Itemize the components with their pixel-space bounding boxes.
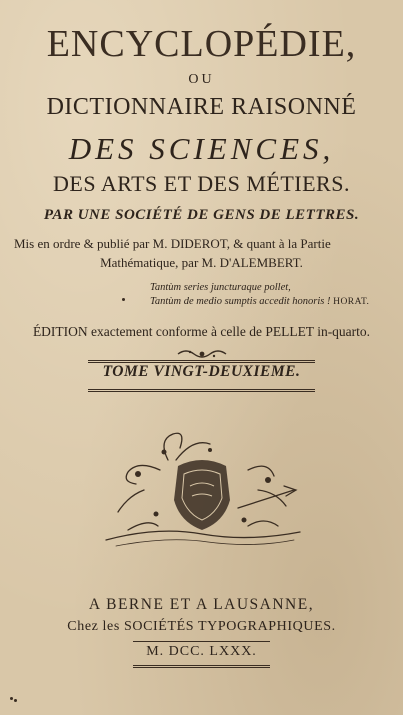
ink-dot — [14, 699, 17, 702]
motto-author: HORAT. — [333, 297, 370, 307]
authors-line: PAR UNE SOCIÉTÉ DE GENS DE LETTRES. — [43, 207, 360, 223]
subtitle-line-1: DICTIONNAIRE RAISONNÉ — [46, 94, 357, 120]
volume-label: TOME VINGT-DEUXIEME. — [102, 363, 301, 380]
title-conjunction: OU — [188, 72, 215, 87]
motto-text: Tantùm de medio sumptis accedit honoris ! — [150, 296, 331, 307]
subtitle-line-3: DES ARTS ET DES MÉTIERS. — [53, 171, 350, 196]
imprint-publisher: Chez les SOCIÉTÉS TYPOGRAPHIQUES. — [67, 619, 336, 634]
imprint-place: A BERNE ET A LAUSANNE, — [88, 596, 315, 613]
motto-line-2 — [150, 296, 400, 307]
publication-date: M. DCC. LXXX. — [146, 644, 257, 659]
ornament-icon — [176, 347, 228, 361]
ink-dot — [122, 298, 125, 301]
date-rule-top — [133, 641, 270, 642]
editors-line-1: Mis en ordre & publié par M. DIDEROT, & quant à la Partie — [14, 236, 331, 251]
editors-line-2: Mathématique, par M. D'ALEMBERT. — [100, 255, 303, 270]
ink-dot — [10, 697, 13, 700]
printer-vignette-icon — [98, 430, 308, 565]
edition-line: ÉDITION exactement conforme à celle de PELLET in-quarto. — [32, 324, 371, 339]
subtitle-line-2: DES SCIENCES, — [68, 131, 335, 166]
date-rule-bottom — [133, 665, 270, 668]
motto-line-1: Tantùm series juncturaque pollet, — [150, 282, 291, 293]
book-title: ENCYCLOPÉDIE, — [46, 23, 357, 65]
